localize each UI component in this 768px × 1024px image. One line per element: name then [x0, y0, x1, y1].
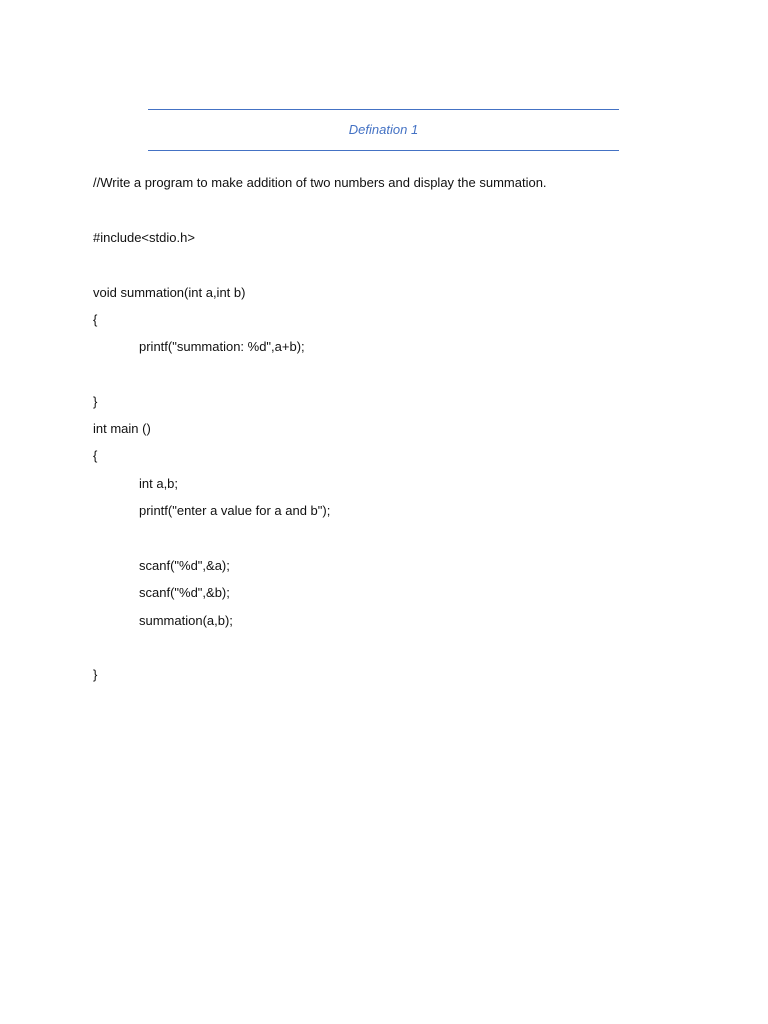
function-signature-line: void summation(int a,int b): [93, 285, 246, 300]
comment-line: //Write a program to make addition of two numbers and display the summation.: [93, 175, 547, 190]
heading-block: [148, 108, 619, 152]
code-line: printf("summation: %d",a+b);: [139, 339, 305, 354]
include-line: #include<stdio.h>: [93, 230, 195, 245]
open-brace-line: {: [93, 312, 98, 327]
code-line: printf("enter a value for a and b");: [139, 503, 331, 518]
code-line: summation(a,b);: [139, 613, 233, 628]
main-signature-line: int main (): [93, 421, 151, 436]
heading-top-rule: [148, 109, 619, 110]
heading-bottom-rule: [148, 150, 619, 151]
code-line: scanf("%d",&a);: [139, 558, 230, 573]
heading-title: Defination 1: [348, 122, 419, 137]
code-line: int a,b;: [139, 476, 179, 491]
code-line: scanf("%d",&b);: [139, 585, 230, 600]
close-brace-line: }: [93, 667, 98, 682]
close-brace-line: }: [93, 394, 98, 409]
open-brace-line: {: [93, 448, 98, 463]
